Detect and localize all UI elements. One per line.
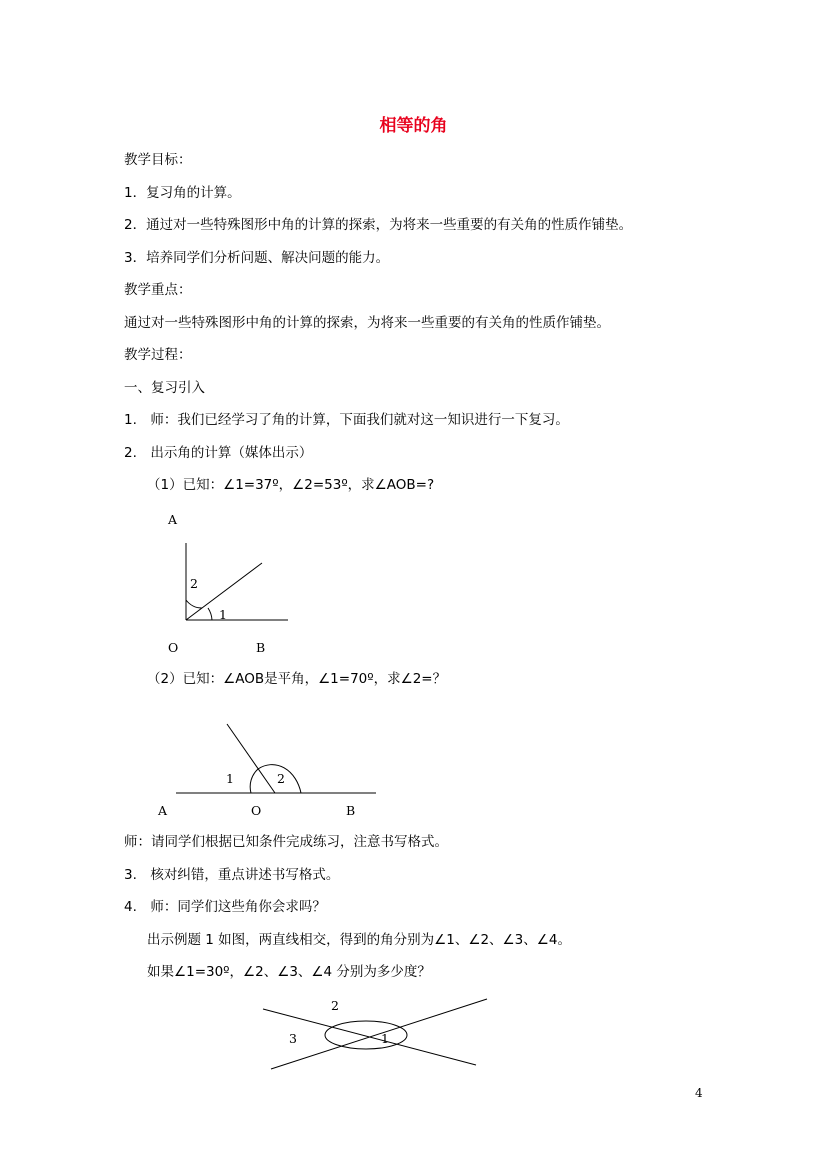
angle-1-label: 1 xyxy=(219,607,227,622)
step-1: 1. 师：我们已经学习了角的计算，下面我们就对这一知识进行一下复习。 xyxy=(124,412,569,428)
process-heading: 教学过程： xyxy=(124,347,192,363)
key-text: 通过对一些特殊图形中角的计算的探索，为将来一些重要的有关角的性质作铺垫。 xyxy=(124,315,610,331)
page-number: 4 xyxy=(695,1086,703,1100)
objective-2: 2．通过对一些特殊图形中角的计算的探索，为将来一些重要的有关角的性质作铺垫。 xyxy=(124,217,633,233)
figure-right-angle xyxy=(150,505,310,660)
key-heading: 教学重点： xyxy=(124,282,192,298)
page-title: 相等的角 xyxy=(379,116,448,136)
point-b-label: B xyxy=(346,803,356,818)
teacher-note: 师：请同学们根据已知条件完成练习，注意书写格式。 xyxy=(124,834,448,850)
problem-2: （2）已知：∠AOB是平角，∠1=70º，求∠2=？ xyxy=(147,671,447,687)
point-a-label: A xyxy=(158,803,168,818)
point-o-label: O xyxy=(251,803,262,818)
problem-1: （1）已知：∠1=37º，∠2=53º，求∠AOB=? xyxy=(147,477,435,493)
point-b-label: B xyxy=(256,640,266,655)
section-heading-1: 一、复习引入 xyxy=(124,380,205,396)
example-1: 出示例题 1 如图，两直线相交，得到的角分别为∠1、∠2、∠3、∠4。 xyxy=(147,932,571,948)
objectives-heading: 教学目标： xyxy=(124,152,192,168)
point-o-label: O xyxy=(168,640,179,655)
angle-2-label: 2 xyxy=(277,771,285,786)
angle-2-label: 2 xyxy=(190,576,198,591)
angle-3-label: 3 xyxy=(289,1031,297,1046)
objective-1: 1．复习角的计算。 xyxy=(124,185,241,201)
figure-intersecting-lines xyxy=(255,990,495,1075)
angle-1-label: 1 xyxy=(381,1031,389,1046)
objective-3: 3．培养同学们分析问题、解决问题的能力。 xyxy=(124,250,390,266)
step-2: 2. 出示角的计算（媒体出示） xyxy=(124,445,313,461)
angle-2-label: 2 xyxy=(331,998,339,1013)
point-a-label: A xyxy=(168,512,178,527)
step-4: 4. 师：同学们这些角你会求吗？ xyxy=(124,899,326,915)
angle-1-label: 1 xyxy=(226,771,234,786)
step-3: 3. 核对纠错，重点讲述书写格式。 xyxy=(124,867,340,883)
example-1-question: 如果∠1=30º，∠2、∠3、∠4 分别为多少度？ xyxy=(147,964,431,980)
figure-straight-angle xyxy=(150,715,390,825)
